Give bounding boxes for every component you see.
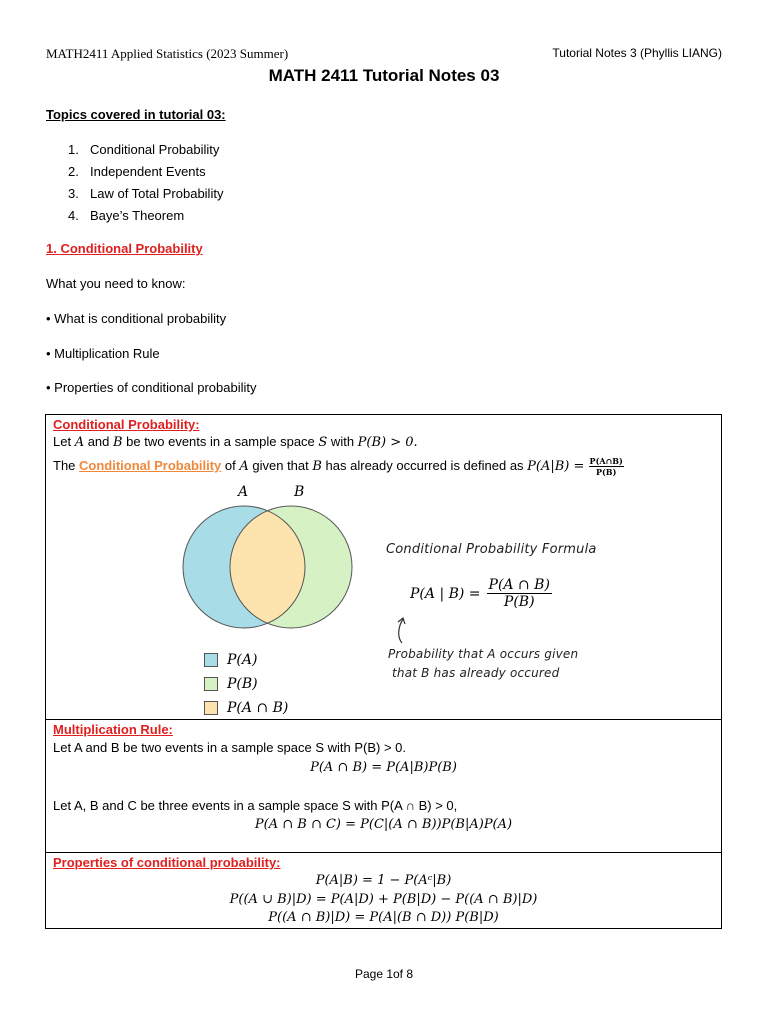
- arrow-icon: [392, 615, 412, 647]
- math-expression: P(A|B) =: [527, 458, 589, 474]
- topics-list: [46, 141, 223, 229]
- box-heading: Multiplication Rule:: [53, 722, 173, 737]
- definition-fraction: [589, 456, 624, 477]
- text-fragment: and: [84, 434, 113, 449]
- equation: P(A ∩ B) = P(A|B)P(B): [310, 760, 457, 775]
- equation: P(A|B) = 1 − P(Aᶜ|B): [315, 873, 452, 888]
- topic-item: [46, 141, 223, 163]
- topic-number: 3.: [68, 186, 79, 201]
- legend-swatch-a: [204, 653, 218, 667]
- topic-number: 4.: [68, 208, 79, 223]
- venn-diagram: [176, 481, 366, 631]
- header-tutorial-info: Tutorial Notes 3 (Phyllis LIANG): [552, 46, 722, 60]
- text-fragment: has already occurred is defined as: [321, 457, 528, 473]
- formula-numerator: P(A ∩ B): [488, 577, 550, 593]
- topic-label: Independent Events: [90, 164, 206, 179]
- topic-number: 1.: [68, 142, 79, 157]
- topics-heading: Topics covered in tutorial 03:: [46, 107, 226, 122]
- box-heading: Conditional Probability:: [53, 417, 200, 432]
- legend-label: P(A): [227, 652, 258, 668]
- formula-display: [410, 577, 552, 610]
- definition-line: [53, 434, 418, 450]
- formula-denominator: P(B): [503, 594, 535, 610]
- topic-number: 2.: [68, 164, 79, 179]
- legend-item: [204, 648, 288, 672]
- section-heading: 1. Conditional Probability: [46, 241, 203, 256]
- math-symbol: A: [239, 458, 249, 474]
- text-fragment: given that: [248, 457, 313, 473]
- venn-label-a: A: [238, 484, 249, 500]
- math-expression: P(B) > 0.: [357, 435, 418, 450]
- equation: P((A ∩ B)|D) = P(A|(B ∩ D)) P(B|D): [268, 910, 499, 925]
- conditional-probability-term: Conditional Probability: [79, 457, 222, 473]
- section-intro: What you need to know:: [46, 276, 186, 291]
- multiplication-rule-box: [45, 719, 722, 853]
- formula-title: Conditional Probability Formula: [386, 542, 597, 557]
- header-course: MATH2411 Applied Statistics (2023 Summer): [46, 46, 289, 61]
- fraction-numerator: P(A∩B): [589, 456, 623, 466]
- math-symbol: S: [318, 435, 328, 450]
- math-symbol: A: [74, 435, 85, 450]
- bullet-item: • What is conditional probability: [46, 311, 227, 326]
- topic-label: Law of Total Probability: [90, 186, 224, 201]
- definition-line: [53, 456, 624, 477]
- topic-item: [46, 163, 223, 185]
- equation: P(A ∩ B ∩ C) = P(C|(A ∩ B))P(B|A)P(A): [254, 817, 513, 832]
- rule-statement: Let A and B be two events in a sample space S with P(B) > 0.: [53, 740, 407, 755]
- legend-swatch-intersection: [204, 701, 218, 715]
- topic-label: Baye’s Theorem: [90, 208, 185, 223]
- text-fragment: The: [53, 457, 80, 473]
- topic-item: [46, 185, 223, 207]
- venn-legend: [204, 648, 288, 720]
- fraction-denominator: P(B): [596, 467, 617, 477]
- math-symbol: B: [113, 435, 123, 450]
- conditional-probability-box: [45, 414, 722, 720]
- venn-label-b: B: [294, 484, 305, 500]
- properties-box: [45, 852, 722, 929]
- bullet-item: • Multiplication Rule: [46, 346, 160, 361]
- legend-item: [204, 672, 288, 696]
- box-heading: Properties of conditional probability:: [53, 855, 281, 870]
- legend-label: P(B): [227, 676, 258, 692]
- math-symbol: B: [312, 458, 322, 474]
- formula-note: that B has already occured: [392, 666, 560, 680]
- legend-swatch-b: [204, 677, 218, 691]
- page-number: Page 1of 8: [354, 967, 414, 981]
- page-title: MATH 2411 Tutorial Notes 03: [268, 66, 500, 85]
- formula-lhs: P(A | B) =: [410, 585, 481, 602]
- bullet-item: • Properties of conditional probability: [46, 380, 257, 395]
- text-fragment: with: [327, 434, 358, 449]
- formula-fraction: [487, 577, 552, 610]
- legend-item: [204, 696, 288, 720]
- text-fragment: be two events in a sample space: [122, 434, 319, 449]
- topic-item: [46, 207, 223, 229]
- rule-statement: Let A, B and C be three events in a sample space S with P(A ∩ B) > 0,: [53, 798, 458, 813]
- text-fragment: Let: [53, 434, 75, 449]
- topic-label: Conditional Probability: [90, 142, 220, 157]
- text-fragment: of: [221, 457, 240, 473]
- legend-label: P(A ∩ B): [227, 700, 289, 716]
- formula-note: Probability that A occurs given: [388, 647, 579, 661]
- equation: P((A ∪ B)|D) = P(A|D) + P(B|D) − P((A ∩ B)|D): [229, 892, 538, 907]
